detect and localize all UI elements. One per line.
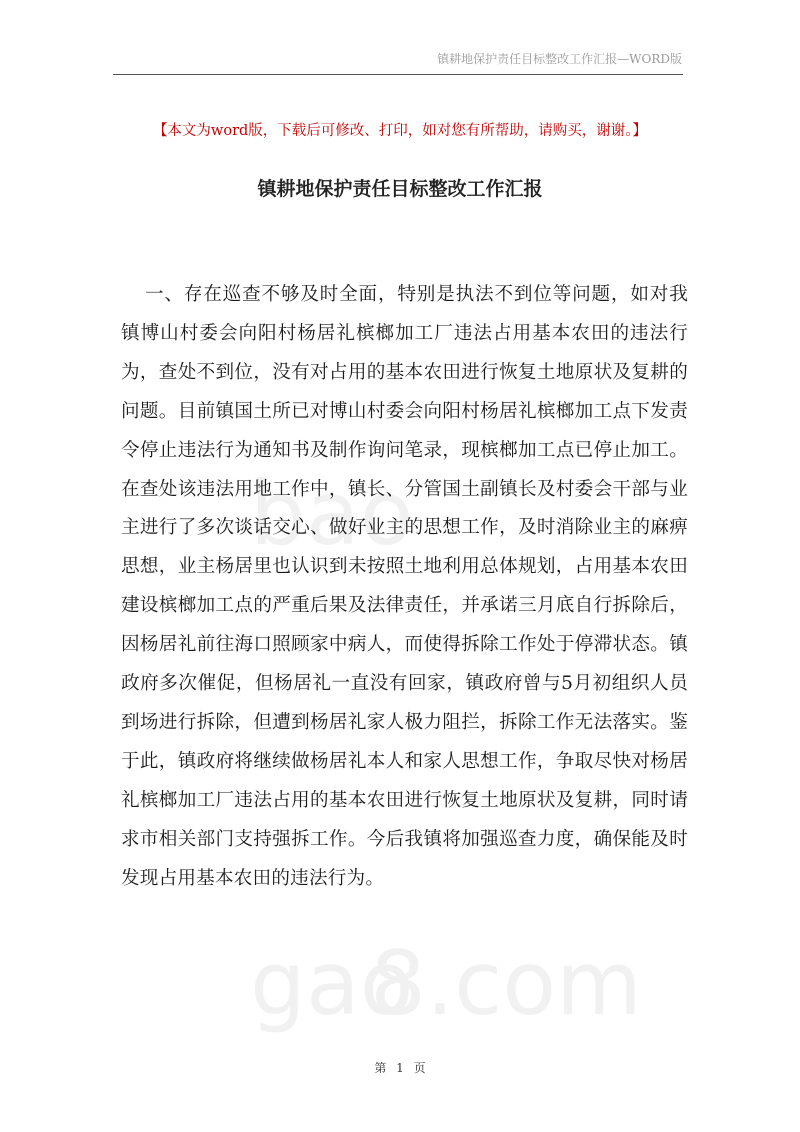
body-line: 在查处该违法用地工作中，镇长、分管国土副镇长及村委会干部与业 [121, 478, 688, 500]
body-line: 主进行了多次谈话交心、做好业主的思想工作，及时消除业主的麻痹 [121, 517, 688, 539]
header-divider [113, 74, 683, 75]
watermark-text: gao [250, 932, 414, 1035]
watermark-text: 8.com [370, 932, 642, 1035]
purchase-notice: 【本文为word版，下载后可修改、打印，如对您有所帮助，请购买，谢谢。】 [152, 123, 648, 139]
body-line: 问题。目前镇国土所已对博山村委会向阳村杨居礼槟榔加工点下发责 [121, 400, 688, 422]
body-line: 礼槟榔加工厂违法占用的基本农田进行恢复土地原状及复耕，同时请 [121, 789, 688, 811]
running-header: 镇耕地保护责任目标整改工作汇报—WORD版 [437, 52, 682, 66]
body-line: 一、存在巡查不够及时全面，特别是执法不到位等问题，如对我 [145, 284, 688, 305]
page-number-suffix: 页 [413, 1061, 426, 1075]
page-number-prefix: 第 [374, 1061, 387, 1075]
body-line: 建设槟榔加工点的严重后果及法律责任，并承诺三月底自行拆除后， [121, 595, 688, 617]
body-line: 镇博山村委会向阳村杨居礼槟榔加工厂违法占用基本农田的违法行 [121, 322, 688, 344]
body-line: 因杨居礼前往海口照顾家中病人，而使得拆除工作处于停滞状态。镇 [121, 634, 688, 656]
body-line: 为，查处不到位，没有对占用的基本农田进行恢复土地原状及复耕的 [121, 361, 688, 383]
page-footer [0, 1059, 800, 1076]
body-line: 发现占用基本农田的违法行为。 [121, 867, 385, 889]
body-paragraph [121, 276, 688, 899]
body-line: 求市相关部门支持强拆工作。今后我镇将加强巡查力度，确保能及时 [121, 828, 688, 850]
body-line: 令停止违法行为通知书及制作询问笔录，现槟榔加工点已停止加工。 [121, 439, 688, 461]
body-line: 于此，镇政府将继续做杨居礼本人和家人思想工作，争取尽快对杨居 [121, 750, 688, 772]
body-line: 政府多次催促，但杨居礼一直没有回家，镇政府曾与5月初组织人员 [121, 673, 688, 695]
document-title: 镇耕地保护责任目标整改工作汇报 [257, 178, 543, 200]
watermark-text: bao [250, 462, 414, 565]
body-line: 到场进行拆除，但遭到杨居礼家人极力阻拦，拆除工作无法落实。鉴 [121, 711, 688, 733]
page-number: 1 [396, 1061, 404, 1075]
body-line: 思想，业主杨居里也认识到未按照土地利用总体规划，占用基本农田 [121, 556, 688, 578]
